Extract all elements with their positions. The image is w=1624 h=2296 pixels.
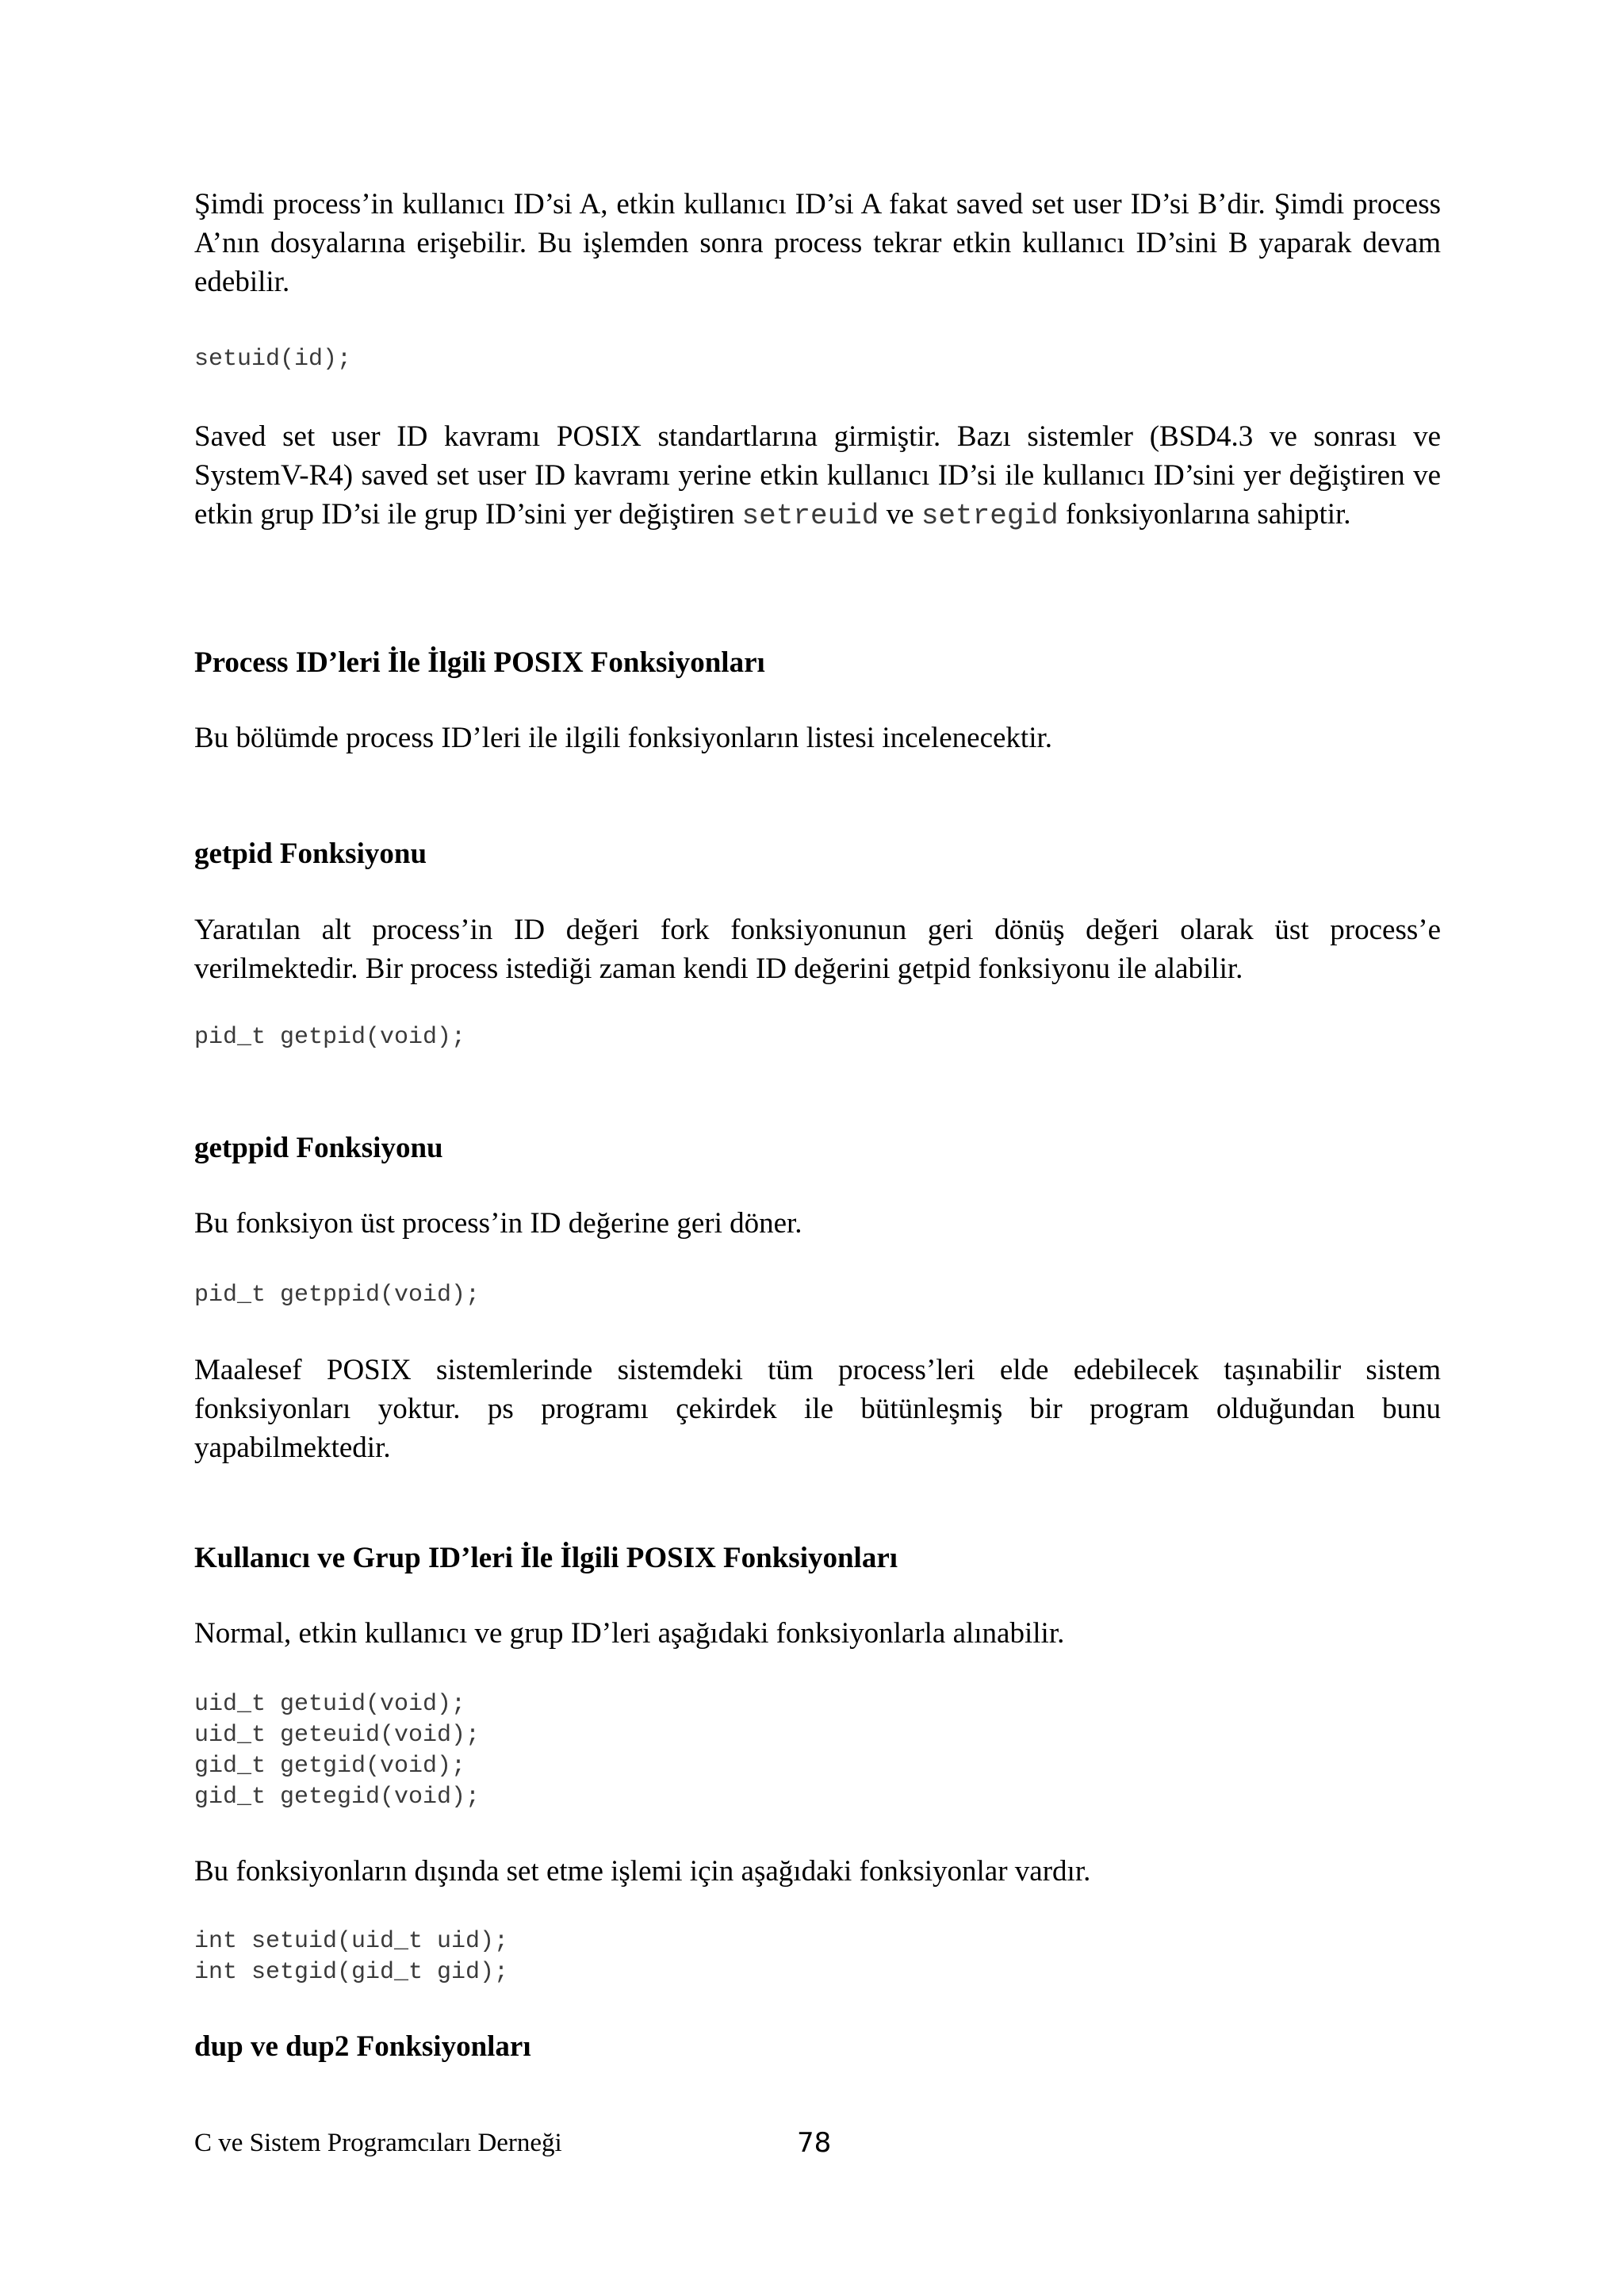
heading-getppid: getppid Fonksiyonu — [194, 1132, 443, 1164]
paragraph-set-ids: Bu fonksiyonların dışında set etme işlemi için aşağıdaki fonksiyonlar vardır. — [194, 1855, 1091, 1888]
code-setuid-call: setuid(id); — [194, 346, 352, 373]
heading-getpid: getpid Fonksiyonu — [194, 838, 427, 870]
paragraph-saved-set-user-id: Şimdi process’in kullanıcı ID’si A, etkin kullanıcı ID’si A fakat saved set user ID’si B’dir. Şimdi process A’nın dosyalarına erişebilir. Bu işlemden sonra process tekrar etkin kullanıcı ID’sini B yaparak devam edebilir. — [194, 188, 1441, 298]
paragraph-getpid-description: Yaratılan alt process’in ID değeri fork fonksiyonunun geri dönüş değeri olarak üst process’e verilmektedir. Bir process istediği zaman kendi ID değerini getpid fonksiyonu ile alabilir. — [194, 914, 1441, 985]
paragraph-get-ids: Normal, etkin kullanıcı ve grup ID’leri aşağıdaki fonksiyonlarla alınabilir. — [194, 1617, 1065, 1650]
inline-code-setreuid: setreuid — [741, 500, 879, 532]
footer-organization: C ve Sistem Programcıları Derneği — [194, 2129, 562, 2157]
paragraph-getppid-description: Bu fonksiyon üst process’in ID değerine geri döner. — [194, 1207, 802, 1240]
inline-code-setregid: setregid — [921, 500, 1059, 532]
footer-page-number: 78 — [797, 2127, 832, 2159]
heading-user-group-ids: Kullanıcı ve Grup ID’leri İle İlgili POSIX Fonksiyonları — [194, 1542, 898, 1574]
heading-process-ids: Process ID’leri İle İlgili POSIX Fonksiyonları — [194, 646, 765, 679]
code-get-id-prototypes: uid_t getuid(void); uid_t geteuid(void); gid_t getgid(void); gid_t getegid(void); — [194, 1691, 481, 1811]
paragraph-section-intro: Bu bölümde process ID’leri ile ilgili fonksiyonların listesi incelenecektir. — [194, 722, 1052, 754]
heading-dup-dup2: dup ve dup2 Fonksiyonları — [194, 2030, 531, 2063]
code-getpid-prototype: pid_t getpid(void); — [194, 1024, 466, 1051]
code-getppid-prototype: pid_t getppid(void); — [194, 1282, 481, 1309]
paragraph-posix-saved-set — [194, 417, 1441, 535]
paragraph-text: fonksiyonlarına sahiptir. — [1058, 498, 1351, 531]
paragraph-text: ve — [879, 498, 921, 531]
paragraph-posix-process-list: Maalesef POSIX sistemlerinde sistemdeki tüm process’leri elde edebilecek taşınabilir sistem fonksiyonları yoktur. ps programı çekirdek ile bütünleşmiş bir program olduğundan bunu yapabilmektedir. — [194, 1354, 1441, 1464]
code-set-id-prototypes: int setuid(uid_t uid); int setgid(gid_t gid); — [194, 1928, 509, 1986]
paragraph-text: Saved set user ID kavramı POSIX standartlarına girmiştir. Bazı sistemler (BSD4.3 ve sonrası ve SystemV-R4) saved set user ID kavramı yerine etkin kullanıcı ID’si ile kullanıcı ID’sini yer değiştiren ve etkin grup ID’si ile grup ID’sini yer değiştiren — [194, 420, 1441, 531]
